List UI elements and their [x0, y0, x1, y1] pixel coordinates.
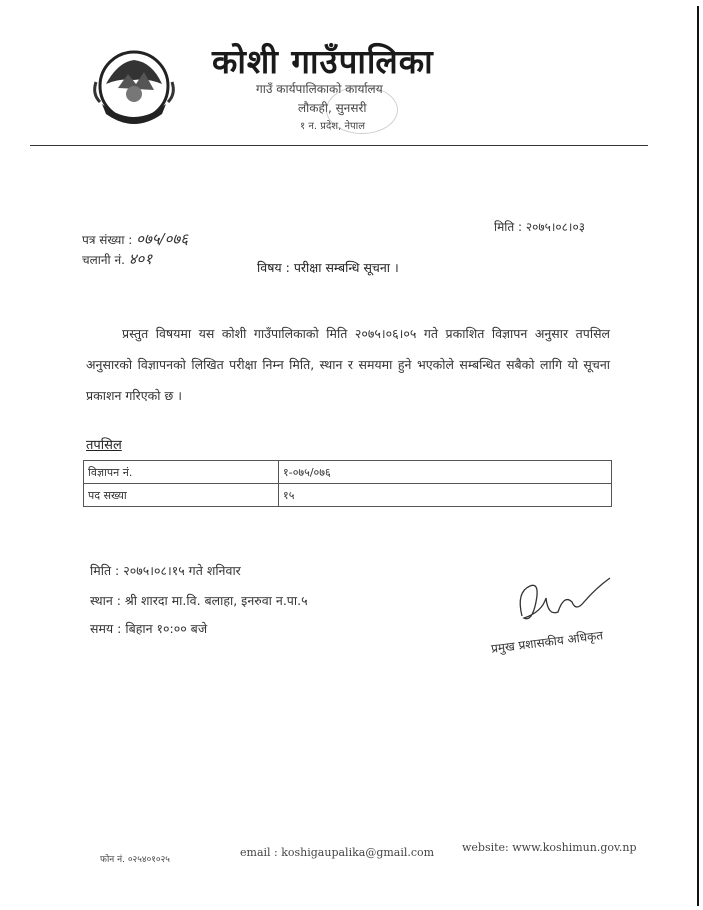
scan-edge — [697, 6, 699, 906]
signature — [512, 572, 612, 634]
exam-venue: स्थान : श्री शारदा मा.वि. बलाहा, इनरुवा न.पा.५ — [90, 593, 308, 608]
footer-website: website: www.koshimun.gov.np — [462, 841, 637, 854]
nepal-emblem-icon — [88, 44, 180, 130]
office-place: लौकही, सुनसरी — [298, 101, 367, 115]
letterhead-divider — [30, 145, 648, 146]
letter-date-value: २०७५।०८।०३ — [525, 220, 585, 234]
municipality-title: कोशी गाउँपालिका — [212, 42, 434, 81]
letter-date-label: मिति : — [494, 220, 523, 234]
details-table — [83, 460, 612, 507]
footer-phone: फोन नं. ०२५४०१०२५ — [100, 855, 170, 865]
table-cell-label: विज्ञापन नं. — [84, 461, 279, 484]
notice-subject: विषय : परीक्षा सम्बन्धि सूचना । — [257, 260, 399, 275]
letter-number-value: ०७५/०७६ — [136, 230, 188, 248]
table-row — [84, 484, 612, 507]
letter-number — [82, 229, 188, 249]
details-heading: तपसिल — [86, 438, 122, 453]
office-name: गाउँ कार्यपालिकाको कार्यालय — [256, 82, 383, 96]
notice-body: प्रस्तुत विषयमा यस कोशी गाउँपालिकाको मिति २०७५।०६।०५ गते प्रकाशित विज्ञापन अनुसार तपसिल अनुसारको विज्ञापनको लिखित परीक्षा निम्न मिति, स्थान र समयमा हुने भएकोले सम्बन्धित सबैको लागि यो सूचना प्रकाशन गरिएको छ । — [86, 326, 610, 403]
dispatch-number-value: ४०१ — [128, 250, 153, 268]
dispatch-number-label: चलानी नं. — [82, 253, 125, 267]
table-cell-label: पद सख्या — [84, 484, 279, 507]
dispatch-number — [82, 249, 152, 269]
office-province: १ न. प्रदेश, नेपाल — [300, 121, 366, 132]
letter-number-label: पत्र संख्या : — [82, 233, 133, 247]
letter-date — [494, 218, 585, 235]
table-cell-value: १५ — [279, 484, 612, 507]
exam-date: मिति : २०७५।०८।१५ गते शनिवार — [90, 563, 241, 578]
table-row — [84, 461, 612, 484]
footer-email: email : koshigaupalika@gmail.com — [240, 846, 435, 859]
signatory-title: प्रमुख प्रशासकीय अधिकृत — [490, 628, 604, 656]
office-seal-stamp — [326, 86, 398, 134]
exam-time: समय : बिहान १०:०० बजे — [90, 621, 208, 636]
table-cell-value: १-०७५/०७६ — [279, 461, 612, 484]
